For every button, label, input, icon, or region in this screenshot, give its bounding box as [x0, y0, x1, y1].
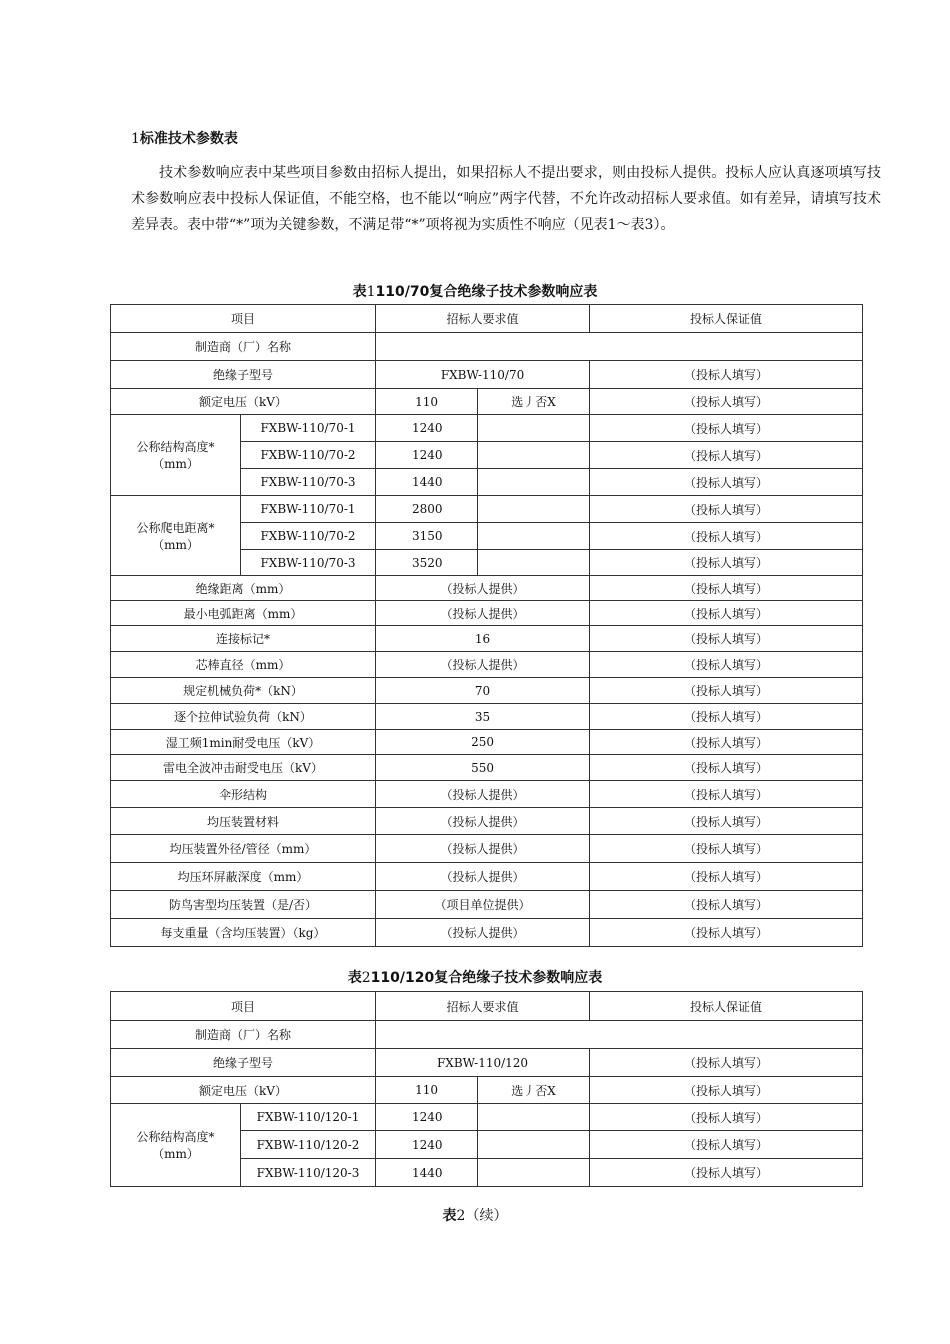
height-bid: （投标人填写）: [590, 1104, 863, 1131]
height-value: 1240: [376, 1104, 478, 1131]
empty-cell: [478, 415, 590, 442]
model-label: 绝缘子型号: [111, 361, 376, 389]
caption-title: 110/70复合绝缘子技术参数响应表: [375, 284, 598, 300]
row-item: 芯棒直径（mm）: [111, 652, 376, 678]
caption-title: 110/120复合绝缘子技术参数响应表: [370, 970, 603, 986]
height-type: FXBW-110/70-2: [241, 442, 376, 469]
row-item: 逐个拉伸试验负荷（kN）: [111, 704, 376, 730]
row-bid: （投标人填写）: [590, 576, 863, 601]
voltage-bid: （投标人填写）: [590, 389, 863, 415]
height-unit: （mm）: [152, 1147, 199, 1161]
caption-prefix: 表: [347, 970, 362, 986]
empty-cell: [478, 442, 590, 469]
creepage-bid: （投标人填写）: [590, 550, 863, 576]
header-requirement: 招标人要求值: [376, 992, 590, 1021]
header-bid: 投标人保证值: [590, 992, 863, 1021]
table-row: [111, 601, 863, 626]
height-value: 1240: [376, 415, 478, 442]
creepage-value: 3520: [376, 550, 478, 576]
row-item: 均压装置材料: [111, 808, 376, 835]
row-bid: （投标人填写）: [590, 835, 863, 863]
section-title: 标准技术参数表: [139, 131, 238, 147]
height-bid: （投标人填写）: [590, 469, 863, 496]
height-label: [111, 1104, 241, 1187]
table-row: [111, 678, 863, 704]
height-type: FXBW-110/70-3: [241, 469, 376, 496]
creepage-value: 3150: [376, 523, 478, 550]
model-req: FXBW-110/70: [376, 361, 590, 389]
caption-prefix: 表: [442, 1208, 457, 1224]
row-requirement: （投标人提供）: [376, 781, 590, 808]
table-row: [111, 704, 863, 730]
row-requirement: （投标人提供）: [376, 652, 590, 678]
creepage-bid: （投标人填写）: [590, 496, 863, 523]
voltage-choice: 选丿否X: [478, 1077, 590, 1104]
voltage-bid: （投标人填写）: [590, 1077, 863, 1104]
row-item: 最小电弧距离（mm）: [111, 601, 376, 626]
row-item: 伞形结构: [111, 781, 376, 808]
model-label: 绝缘子型号: [111, 1049, 376, 1077]
row-requirement: （投标人提供）: [376, 919, 590, 947]
voltage-label: 额定电压（kV）: [111, 1077, 376, 1104]
height-label: [111, 415, 241, 496]
empty-cell: [478, 469, 590, 496]
row-bid: （投标人填写）: [590, 863, 863, 891]
manufacturer-label: 制造商（厂）名称: [111, 1021, 376, 1049]
row-item: 防鸟害型均压装置（是/否）: [111, 891, 376, 919]
row-requirement: 35: [376, 704, 590, 730]
header-requirement: 招标人要求值: [376, 305, 590, 333]
height-bid: （投标人填写）: [590, 442, 863, 469]
empty-cell: [478, 1159, 590, 1187]
header-item: 项目: [111, 992, 376, 1021]
height-bid: （投标人填写）: [590, 415, 863, 442]
row-requirement: 16: [376, 626, 590, 652]
voltage-choice: 选丿否X: [478, 389, 590, 415]
row-requirement: （投标人提供）: [376, 601, 590, 626]
height-label-text: 公称结构高度*: [136, 1130, 215, 1144]
model-bid: （投标人填写）: [590, 361, 863, 389]
row-bid: （投标人填写）: [590, 919, 863, 947]
row-bid: （投标人填写）: [590, 730, 863, 755]
height-bid: （投标人填写）: [590, 1159, 863, 1187]
table-row: [111, 652, 863, 678]
creepage-type: FXBW-110/70-2: [241, 523, 376, 550]
height-value: 1440: [376, 1159, 478, 1187]
creepage-bid: （投标人填写）: [590, 523, 863, 550]
row-bid: （投标人填写）: [590, 678, 863, 704]
table1: [110, 304, 863, 947]
caption-prefix: 表: [352, 284, 367, 300]
voltage-req: 110: [376, 1077, 478, 1104]
row-item: 每支重量（含均压装置）（kg）: [111, 919, 376, 947]
creepage-value: 2800: [376, 496, 478, 523]
height-type: FXBW-110/70-1: [241, 415, 376, 442]
manufacturer-value: [376, 333, 863, 361]
row-bid: （投标人填写）: [590, 601, 863, 626]
manufacturer-value: [376, 1021, 863, 1049]
row-requirement: （项目单位提供）: [376, 891, 590, 919]
row-item: 雷电全波冲击耐受电压（kV）: [111, 755, 376, 781]
row-item: 绝缘距离（mm）: [111, 576, 376, 601]
manufacturer-label: 制造商（厂）名称: [111, 333, 376, 361]
table-row: [111, 730, 863, 755]
row-requirement: （投标人提供）: [376, 835, 590, 863]
table2-caption: [0, 967, 950, 987]
caption-number: 1: [366, 284, 376, 300]
section-heading: [131, 128, 238, 148]
creepage-unit: （mm）: [152, 537, 199, 552]
header-item: 项目: [111, 305, 376, 333]
row-item: 均压环屏蔽深度（mm）: [111, 863, 376, 891]
row-requirement: 70: [376, 678, 590, 704]
row-requirement: 250: [376, 730, 590, 755]
row-bid: （投标人填写）: [590, 704, 863, 730]
creepage-label-text: 公称爬电距离*: [136, 520, 215, 535]
model-req: FXBW-110/120: [376, 1049, 590, 1077]
caption-suffix: （续）: [465, 1208, 508, 1224]
height-unit: （mm）: [152, 457, 199, 471]
row-item: 均压装置外径/管径（mm）: [111, 835, 376, 863]
height-label-text: 公称结构高度*: [136, 440, 215, 454]
voltage-label: 额定电压（kV）: [111, 389, 376, 415]
table2: [110, 991, 863, 1187]
row-bid: （投标人填写）: [590, 652, 863, 678]
row-item: 规定机械负荷*（kN）: [111, 678, 376, 704]
row-bid: （投标人填写）: [590, 891, 863, 919]
table-row: [111, 808, 863, 835]
table-row: [111, 835, 863, 863]
table-row: [111, 891, 863, 919]
row-bid: （投标人填写）: [590, 755, 863, 781]
empty-cell: [478, 496, 590, 523]
table-row: [111, 781, 863, 808]
empty-cell: [478, 1104, 590, 1131]
height-type: FXBW-110/120-2: [241, 1131, 376, 1159]
table-row: [111, 755, 863, 781]
row-item: 连接标记*: [111, 626, 376, 652]
empty-cell: [478, 550, 590, 576]
empty-cell: [478, 523, 590, 550]
caption-number: 2: [361, 970, 371, 986]
height-value: 1240: [376, 1131, 478, 1159]
row-bid: （投标人填写）: [590, 808, 863, 835]
voltage-req: 110: [376, 389, 478, 415]
height-value: 1440: [376, 469, 478, 496]
table-row: [111, 576, 863, 601]
creepage-type: FXBW-110/70-1: [241, 496, 376, 523]
row-item: 湿工频1min耐受电压（kV）: [111, 730, 376, 755]
caption-number: 2: [456, 1208, 466, 1224]
header-bid: 投标人保证值: [590, 305, 863, 333]
height-type: FXBW-110/120-3: [241, 1159, 376, 1187]
height-bid: （投标人填写）: [590, 1131, 863, 1159]
row-requirement: （投标人提供）: [376, 576, 590, 601]
table1-caption: [0, 281, 950, 301]
row-requirement: （投标人提供）: [376, 863, 590, 891]
table-row: [111, 626, 863, 652]
model-bid: （投标人填写）: [590, 1049, 863, 1077]
height-type: FXBW-110/120-1: [241, 1104, 376, 1131]
table-row: [111, 919, 863, 947]
row-bid: （投标人填写）: [590, 626, 863, 652]
row-bid: （投标人填写）: [590, 781, 863, 808]
row-requirement: 550: [376, 755, 590, 781]
height-value: 1240: [376, 442, 478, 469]
section-number: 1: [131, 131, 140, 147]
row-requirement: （投标人提供）: [376, 808, 590, 835]
table-row: [111, 863, 863, 891]
intro-paragraph: 技术参数响应表中某些项目参数由招标人提出，如果招标人不提出要求，则由投标人提供。投标人应认真逐项填写技术参数响应表中投标人保证值，不能空格，也不能以“响应”两字代替，不允许改动招标人要求值。如有差异，请填写技术差异表。表中带“*”项为关键参数，不满足带“*”项将视为实质性不响应（见表1～表3）。: [131, 165, 881, 233]
table2-continued-caption: [0, 1205, 950, 1225]
creepage-type: FXBW-110/70-3: [241, 550, 376, 576]
creepage-label: [111, 496, 241, 576]
empty-cell: [478, 1131, 590, 1159]
